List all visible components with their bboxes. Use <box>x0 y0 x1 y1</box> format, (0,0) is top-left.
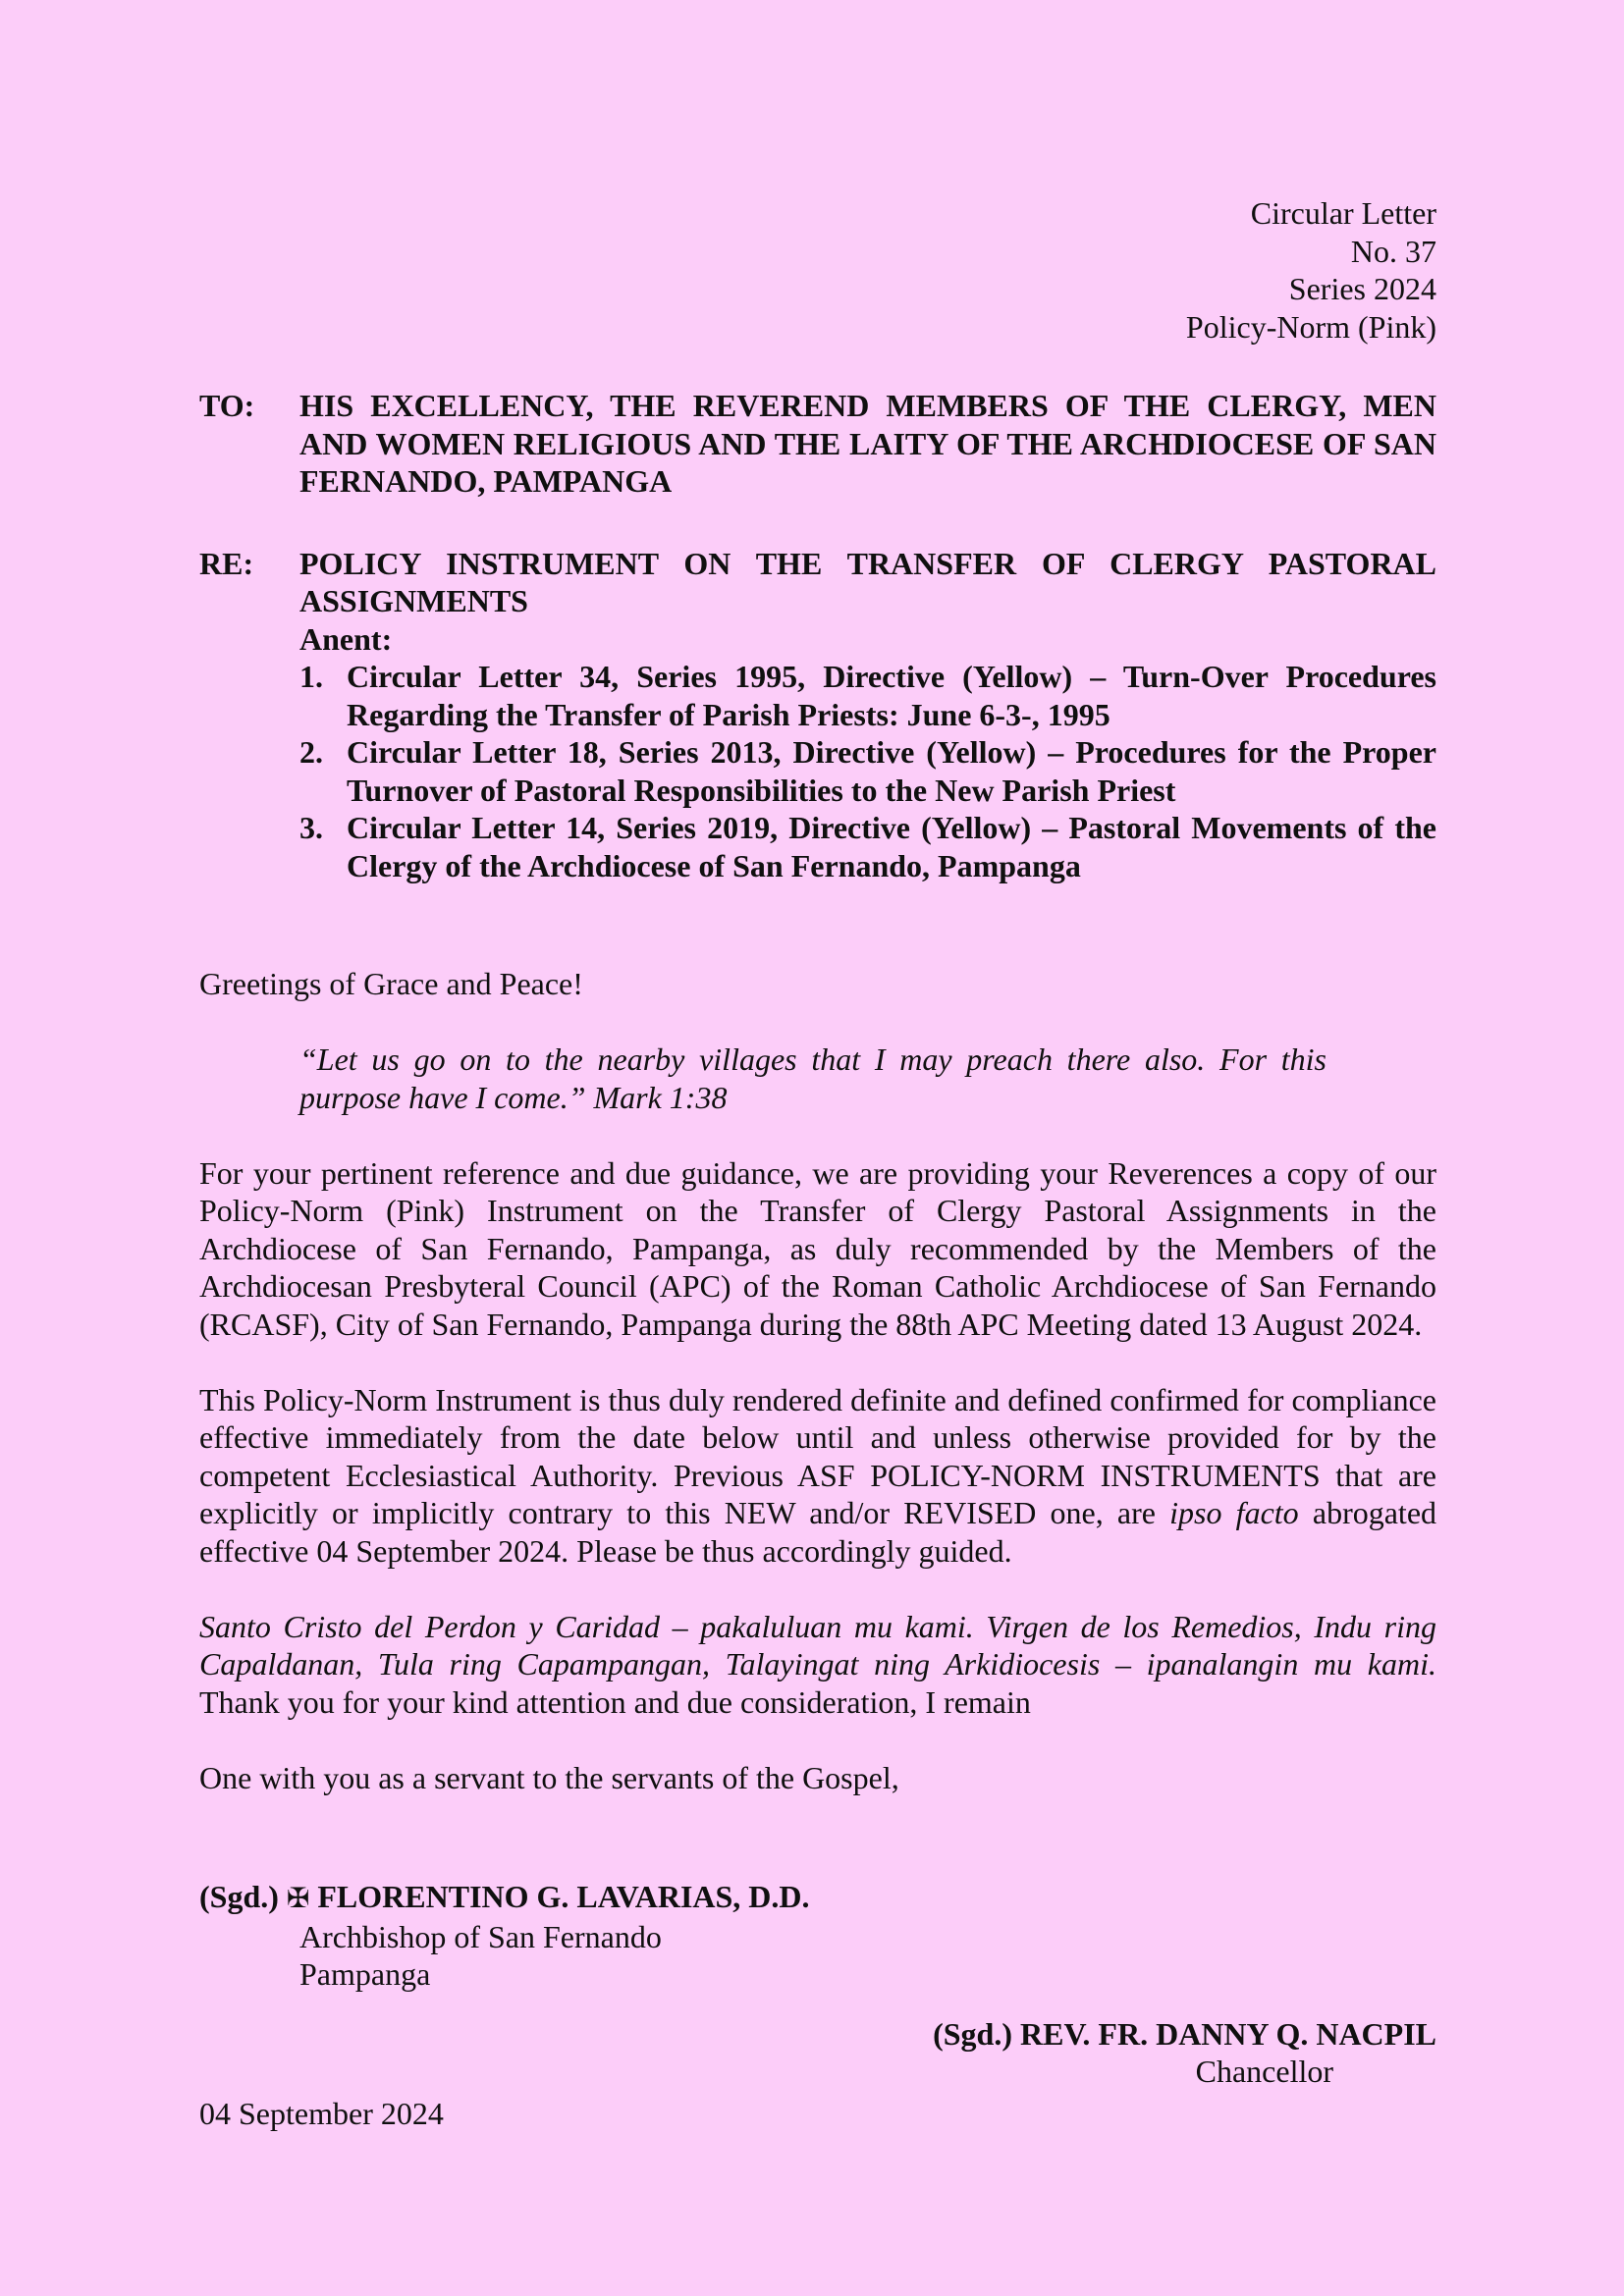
episcopal-cross-icon: ✠ <box>286 1882 310 1914</box>
chancellor-title: Chancellor <box>1195 2054 1333 2089</box>
item-number: 1. <box>299 659 323 694</box>
item-number: 3. <box>299 810 323 845</box>
greeting-text: Greetings of Grace and Peace! <box>199 966 583 1001</box>
scripture-quote: “Let us go on to the nearby villages that I may preach there also. For this purpose have I come.” Mark 1:38 <box>299 1041 1326 1115</box>
item-text: Circular Letter 14, Series 2019, Directive (Yellow) – Pastoral Movements of the Clergy of the Archdiocese of San Fernando, Pampanga <box>347 810 1436 883</box>
dedication-phrase: Santo Cristo del Perdon y Caridad – pakaluluan mu kami. Virgen de los Remedios, Indu ring Capaldanan, Tula ring Capampangan, Talayingat ning Arkidiocesis – ipanalangin mu kami. <box>199 1608 1436 1682</box>
paragraph-text: Thank you for your kind attention and due consideration, I remain <box>199 1683 1031 1720</box>
list-item <box>299 733 1436 809</box>
anent-label: Anent: <box>299 620 393 657</box>
item-text: Circular Letter 18, Series 2013, Directive (Yellow) – Procedures for the Proper Turnover of Pastoral Responsibilities to the New Parish Priest <box>347 734 1436 808</box>
list-item <box>299 809 1436 884</box>
archbishop-name: FLORENTINO G. LAVARIAS, D.D. <box>317 1879 810 1914</box>
paragraph-text: This Policy-Norm Instrument is thus duly rendered definite and defined confirmed for compliance effective immediately from the date below until and unless otherwise provided for by the competent Ecclesiastical Authority. Previous ASF POLICY-NORM INSTRUMENTS that are explicitly or implicitly contrary to this NEW and/or REVISED one, are <box>199 1381 1436 1530</box>
item-text: Circular Letter 34, Series 1995, Directive (Yellow) – Turn-Over Procedures Regarding the Transfer of Parish Priests: June 6-3-, 1995 <box>347 659 1436 732</box>
latin-phrase: ipso facto <box>1169 1495 1299 1530</box>
body-paragraph-1: For your pertinent reference and due guidance, we are providing your Reverences a copy of our Policy-Norm (Pink) Instrument on the Transfer of Clergy Pastoral Assignments in the Archdiocese of San Fernando, Pampanga, as duly recommended by the Members of the Archdiocesan Presbyteral Council (APC) of the Roman Catholic Archdiocese of San Fernando (RCASF), City of San Fernando, Pampanga during the 88th APC Meeting dated 13 August 2024. <box>199 1154 1436 1342</box>
body-paragraph-3 <box>199 1608 1436 1722</box>
sgd-label: (Sgd.) <box>199 1879 279 1914</box>
to-block <box>199 387 1436 501</box>
to-label: TO: <box>199 388 255 423</box>
header-line-series: Series 2024 <box>1288 271 1436 306</box>
re-content <box>299 545 1436 885</box>
list-item <box>299 658 1436 733</box>
re-label: RE: <box>199 545 254 581</box>
to-text: HIS EXCELLENCY, THE REVEREND MEMBERS OF THE CLERGY, MEN AND WOMEN RELIGIOUS AND THE LAITY OF THE ARCHDIOCESE OF SAN FERNANDO, PAMPANGA <box>299 388 1436 499</box>
archbishop-signature-line <box>199 1878 1436 1918</box>
header-line-classification: Policy-Norm (Pink) <box>1185 308 1436 345</box>
chancellor-name: (Sgd.) REV. FR. DANNY Q. NACPIL <box>933 2015 1436 2052</box>
item-number: 2. <box>299 734 323 770</box>
letter-date: 04 September 2024 <box>199 2095 444 2131</box>
re-block <box>199 545 1436 885</box>
closing-line: One with you as a servant to the servants of the Gospel, <box>199 1759 899 1795</box>
archbishop-title: Archbishop of San Fernando <box>299 1918 662 1954</box>
header-meta <box>199 194 1436 346</box>
header-line-number: No. 37 <box>1350 233 1436 269</box>
header-line-doc-type: Circular Letter <box>1250 195 1436 231</box>
body-paragraph-2 <box>199 1381 1436 1571</box>
paragraph-text: abrogated effective 04 September 2024. Please be thus accordingly guided. <box>199 1495 1437 1569</box>
re-subject: POLICY INSTRUMENT ON THE TRANSFER OF CLERGY PASTORAL ASSIGNMENTS <box>299 545 1436 618</box>
chancellor-signature-block <box>199 2015 1436 2091</box>
archbishop-signature-block <box>199 1878 1436 1994</box>
archbishop-province: Pampanga <box>299 1956 431 1992</box>
